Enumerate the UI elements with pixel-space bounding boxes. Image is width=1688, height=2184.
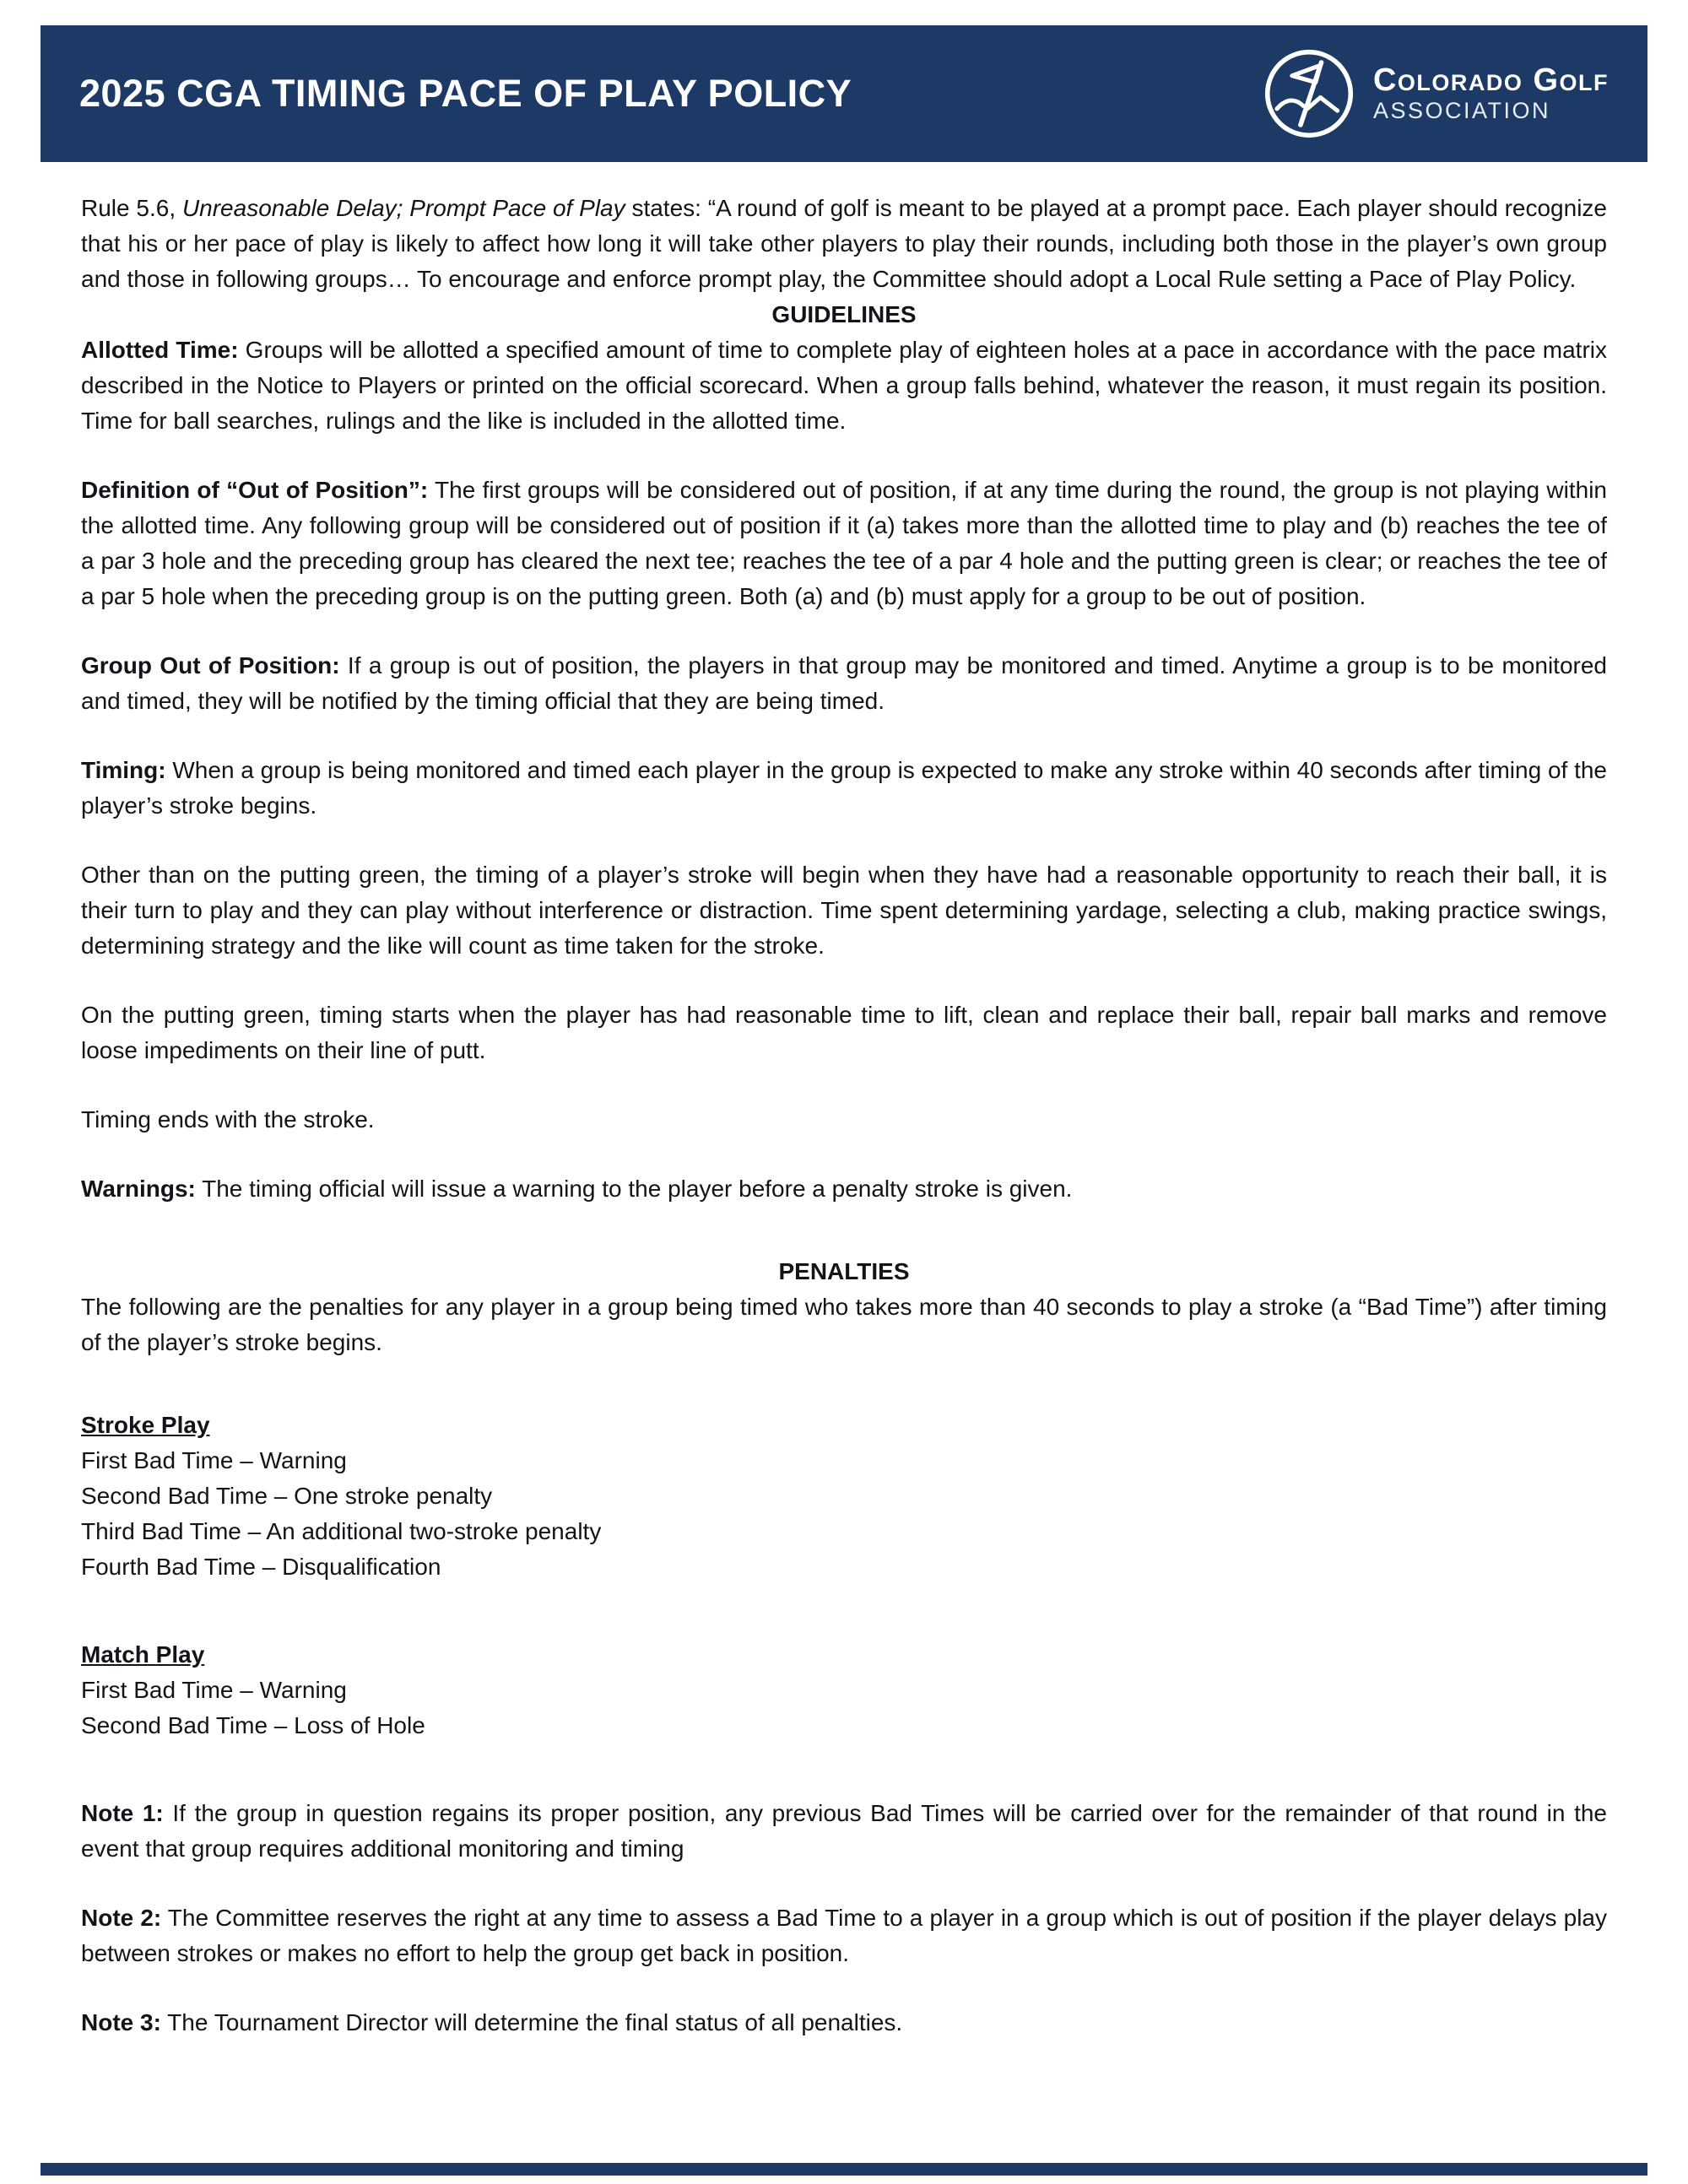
match-play-item: Second Bad Time – Loss of Hole [81, 1712, 425, 1738]
note-label: Note 2: [81, 1905, 162, 1931]
logo-text [1373, 63, 1609, 123]
note-text: If the group in question regains its proper position, any previous Bad Times will be carried over for the remainder of that round in the event that group requires additional monitoring and timing [81, 1800, 1608, 1862]
logo-org-subtitle: ASSOCIATION [1372, 98, 1550, 124]
paragraph-group-out-of-position [81, 648, 1607, 719]
match-play-section [81, 1637, 1607, 1743]
paragraph-text: On the putting green, timing starts when the player has had reasonable time to lift, clean and replace their ball, repair ball marks and remove loose impediments on their line of putt. [81, 1002, 1607, 1063]
paragraph-label: Timing: [81, 757, 166, 783]
note-text: The Tournament Director will determine the final status of all penalties. [160, 2009, 903, 2035]
paragraph-text: Other than on the putting green, the timing of a player’s stroke will begin when they have had a reasonable opportunity to reach their ball, it is their turn to play and they can play without interference or distraction. Time spent determining yardage, selecting a club, making practice swings, determining strategy and the like will count as time taken for the stroke. [81, 862, 1607, 959]
note-label: Note 1: [81, 1800, 164, 1826]
paragraph-allotted-time [81, 332, 1607, 439]
note-text: The Committee reserves the right at any time to assess a Bad Time to a player in a group which is out of position if the player delays play between strokes or makes no effort to help the group get back in position. [81, 1905, 1607, 1966]
rule-intro-prefix: Rule 5.6, [81, 195, 182, 221]
stroke-play-item: Fourth Bad Time – Disqualification [81, 1554, 441, 1580]
note-label: Note 3: [81, 2009, 161, 2035]
note-3-paragraph [81, 2005, 1607, 2041]
stroke-play-item: Third Bad Time – An additional two-stroke penalty [81, 1518, 602, 1544]
paragraph-label: Definition of “Out of Position”: [81, 477, 429, 503]
cga-logo [1262, 46, 1609, 141]
paragraph-text: The timing official will issue a warning to the player before a penalty stroke is given. [195, 1176, 1073, 1202]
rule-intro-rule-name: Unreasonable Delay; Prompt Pace of Play [181, 195, 625, 221]
paragraph-label: Group Out of Position: [81, 652, 340, 678]
paragraph-timing-ends [81, 1102, 1607, 1138]
paragraph-text: When a group is being monitored and timed each player in the group is expected to make any stroke within 40 seconds after timing of the player’s stroke begins. [81, 757, 1608, 819]
paragraph-text: Groups will be allotted a specified amount of time to complete play of eighteen holes at a pace in accordance with the pace matrix described in the Notice to Players or printed on the official scorecard. When a group falls behind, whatever the reason, it must regain its position. Time for ball searches, rulings and the like is included in the allotted time. [81, 337, 1607, 434]
paragraph-timing-off-green [81, 857, 1607, 964]
stroke-play-item: Second Bad Time – One stroke penalty [81, 1483, 493, 1509]
header-bar [41, 25, 1647, 162]
paragraph-label: Warnings: [81, 1176, 196, 1202]
footer-bar [41, 2163, 1647, 2176]
page-title: 2025 CGA TIMING PACE OF PLAY POLICY [79, 72, 852, 115]
stroke-play-section [81, 1408, 1607, 1585]
golf-flag-circle-icon [1262, 46, 1356, 141]
document-body [41, 162, 1647, 2041]
stroke-play-item: First Bad Time – Warning [81, 1447, 347, 1473]
penalties-heading: PENALTIES [778, 1258, 910, 1284]
paragraph-warnings [81, 1171, 1607, 1207]
paragraph-timing [81, 753, 1607, 824]
match-play-item: First Bad Time – Warning [81, 1677, 347, 1703]
rule-intro-rest: states: “A round of golf is meant to be played at a prompt pace. Each player should recognize that his or her pace of play is likely to affect how long it will take other players to play their rounds, including both those in the player’s own group and those in following groups… To encourage and enforce prompt play, the Committee should adopt a Local Rule setting a Pace of Play Policy. [81, 195, 1607, 292]
logo-org-name: Colorado Golf [1372, 62, 1609, 99]
paragraph-text: The following are the penalties for any player in a group being timed who takes more than 40 seconds to play a stroke (a “Bad Time”) after timing of the player’s stroke begins. [81, 1294, 1607, 1355]
penalties-intro-paragraph [81, 1289, 1607, 1360]
match-play-heading: Match Play [81, 1641, 205, 1668]
guidelines-heading: GUIDELINES [771, 301, 917, 327]
rule-intro-paragraph [81, 191, 1607, 297]
stroke-play-heading: Stroke Play [81, 1412, 210, 1438]
paragraph-label: Allotted Time: [81, 337, 239, 363]
note-2-paragraph [81, 1900, 1607, 1971]
paragraph-text: The first groups will be considered out of position, if at any time during the round, the group is not playing within the allotted time. Any following group will be considered out of position if it (a) takes more than the allotted time to play and (b) reaches the tee of a par 3 hole and the preceding group has cleared the next tee; reaches the tee of a par 4 hole and the putting green is clear; or reaches the tee of a par 5 hole when the preceding group is on the putting green. Both (a) and (b) must apply for a group to be out of position. [81, 477, 1607, 609]
note-1-paragraph [81, 1796, 1607, 1867]
paragraph-timing-on-green [81, 997, 1607, 1068]
paragraph-text: Timing ends with the stroke. [81, 1106, 375, 1133]
paragraph-out-of-position-definition [81, 473, 1607, 614]
paragraph-text: If a group is out of position, the players in that group may be monitored and timed. Anytime a group is to be monitored and timed, they will be notified by the timing official that they are being timed. [81, 652, 1607, 714]
